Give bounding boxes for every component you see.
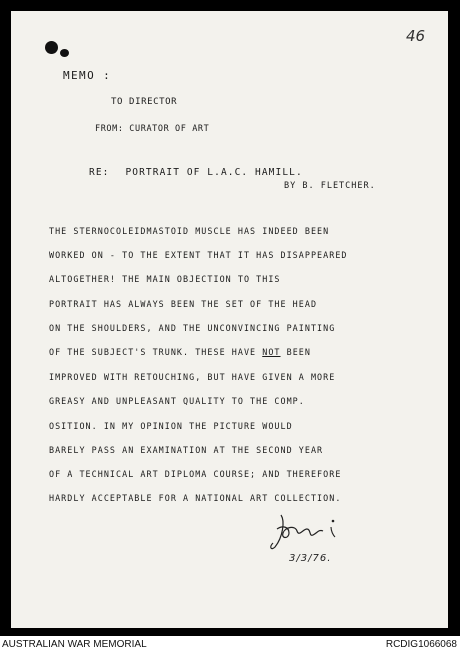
memo-body-line: HARDLY ACCEPTABLE FOR A NATIONAL ART COLLECTION. <box>49 493 342 503</box>
memo-to: TO DIRECTOR <box>111 97 178 107</box>
memo-body-line: OF THE SUBJECT'S TRUNK. THESE HAVE NOT BEEN <box>49 347 311 357</box>
archive-reference: RCDIG1066068 <box>385 639 457 650</box>
folio-number: 46 <box>406 27 426 45</box>
punch-hole-mark <box>60 49 69 57</box>
archive-footer <box>0 636 460 653</box>
signature-mark <box>267 511 345 557</box>
memo-body-line: ON THE SHOULDERS, AND THE UNCONVINCING PAINTING <box>49 323 336 333</box>
signature-date: 3/3/76. <box>289 553 332 564</box>
memo-by-line: BY B. FLETCHER. <box>284 181 376 191</box>
re-label: RE: <box>89 167 110 178</box>
memo-body-line: IMPROVED WITH RETOUCHING, BUT HAVE GIVEN A MORE <box>49 372 336 382</box>
memo-body-line: ALTOGETHER! THE MAIN OBJECTION TO THIS <box>49 274 281 284</box>
memo-from: FROM: CURATOR OF ART <box>95 124 210 134</box>
memo-body-line: GREASY AND UNPLEASANT QUALITY TO THE COMP. <box>49 396 305 406</box>
memo-body-line: OF A TECHNICAL ART DIPLOMA COURSE; AND THEREFORE <box>49 469 342 479</box>
memo-body-line: WORKED ON - TO THE EXTENT THAT IT HAS DISAPPEARED <box>49 250 348 260</box>
archive-name: AUSTRALIAN WAR MEMORIAL <box>2 639 147 650</box>
memo-body-line: THE STERNOCOLEIDMASTOID MUSCLE HAS INDEED BEEN <box>49 226 330 236</box>
document-sheet <box>11 11 448 628</box>
memo-body-line: BARELY PASS AN EXAMINATION AT THE SECOND YEAR <box>49 445 324 455</box>
re-subject: PORTRAIT OF L.A.C. HAMILL. <box>125 167 303 178</box>
memo-body-line: PORTRAIT HAS ALWAYS BEEN THE SET OF THE HEAD <box>49 299 318 309</box>
memo-body-line: OSITION. IN MY OPINION THE PICTURE WOULD <box>49 421 293 431</box>
memo-re <box>89 167 303 178</box>
punch-hole-mark <box>45 41 58 54</box>
memo-title: MEMO : <box>63 69 112 82</box>
